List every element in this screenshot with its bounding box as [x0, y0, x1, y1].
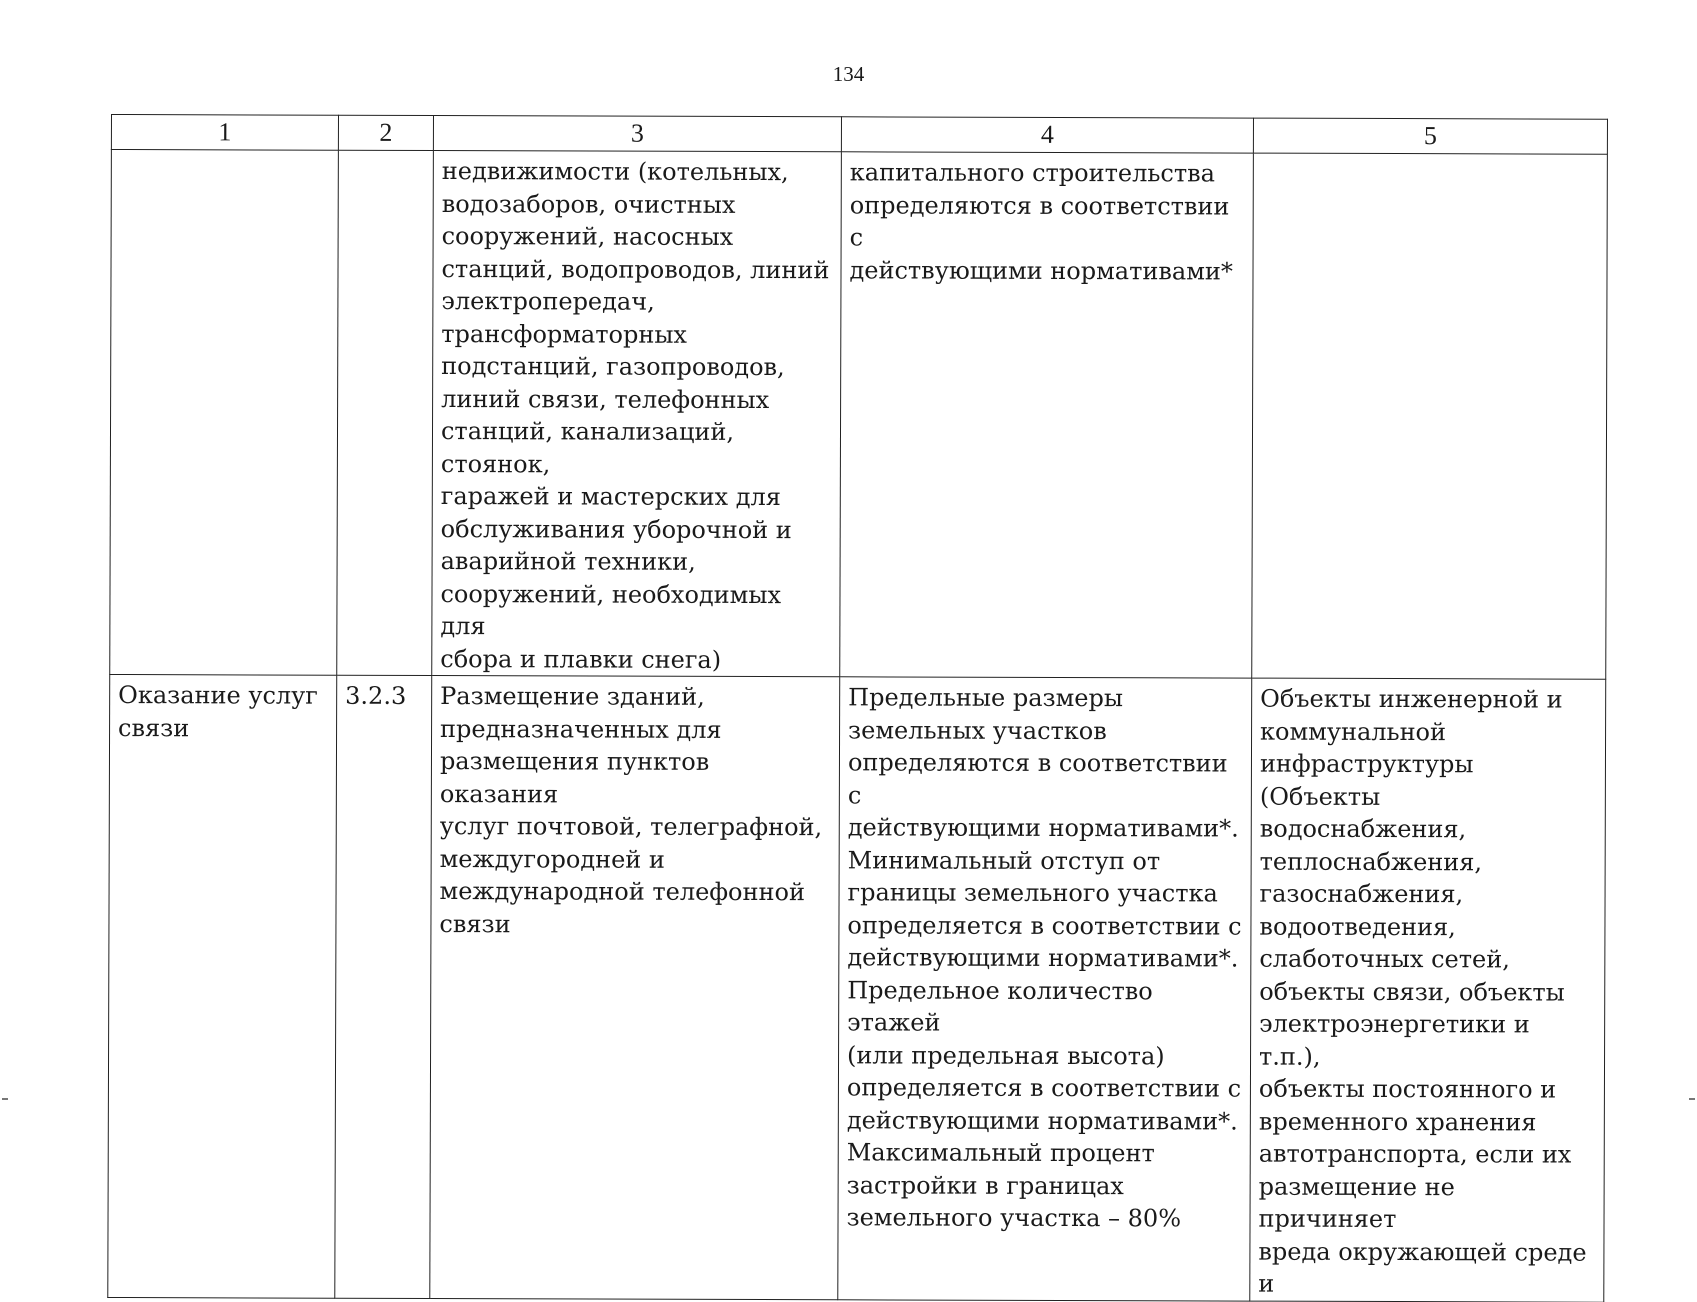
column-header-2: 2	[338, 115, 433, 150]
cell-use-description	[432, 151, 842, 677]
cell-use-name	[110, 150, 339, 676]
cell-use-code	[337, 150, 434, 675]
cell-text: Предельные размеры земельных участков определяются в соответствии с действующими нормативами*. Минимальный отступ от границы земельного участка определяется в соответствии с действующими нормативами*. Предельное количество этажей (или предельная высота) определяется в соответствии с действующими нормативами*. Максимальный процент застройки в границах земельного участка – 80%	[846, 681, 1245, 1235]
land-use-table	[107, 114, 1608, 1302]
cell-text: Объекты инженерной и коммунальной инфраструктуры (Объекты водоснабжения, теплоснабжения, газоснабжения, водоотведения, слаботочных сетей, объекты связи, объекты электроэнергетики и т.п.), объекты постоянного и временного хранения автотранспорта, если их размещение не причиняет вреда окружающей среде и	[1258, 683, 1599, 1302]
scan-edge-mark-left	[2, 1098, 8, 1100]
column-header-5: 5	[1253, 118, 1607, 154]
cell-parameters	[840, 152, 1254, 678]
page-number: 134	[0, 62, 1697, 87]
cell-text: Оказание услуг связи	[118, 679, 330, 745]
cell-text: капитального строительства определяются в соответствии с действующими нормативами*	[849, 156, 1246, 287]
cell-use-code	[335, 675, 432, 1298]
table-row	[110, 150, 1608, 680]
header-row	[111, 115, 1607, 155]
cell-parameters	[838, 677, 1252, 1301]
column-header-4: 4	[841, 117, 1253, 153]
cell-use-name	[108, 674, 337, 1297]
cell-text	[120, 154, 332, 155]
cell-text: Размещение зданий, предназначенных для размещения пунктов оказания услуг почтовой, телеграфной, междугородней и международной телефонной связи	[439, 680, 833, 941]
scan-edge-mark-right	[1689, 1098, 1695, 1100]
column-header-3: 3	[433, 116, 841, 152]
cell-auxiliary-uses	[1250, 678, 1606, 1302]
cell-text: недвижимости (котельных, водозаборов, очистных сооружений, насосных станций, водопроводов, линий электропередач, трансформаторных подстанций, газопроводов, линий связи, телефонных станций, канализаций, стоянок, гаражей и мастерских для обслуживания уборочной и аварийной техники, сооружений, необходимых для сбора и плавки снега)	[440, 155, 835, 676]
table-row	[108, 674, 1606, 1301]
cell-auxiliary-uses	[1252, 153, 1608, 679]
cell-use-description	[430, 676, 840, 1300]
cell-text: 3.2.3	[345, 680, 425, 713]
cell-text	[1262, 158, 1601, 159]
column-header-1: 1	[111, 115, 338, 151]
